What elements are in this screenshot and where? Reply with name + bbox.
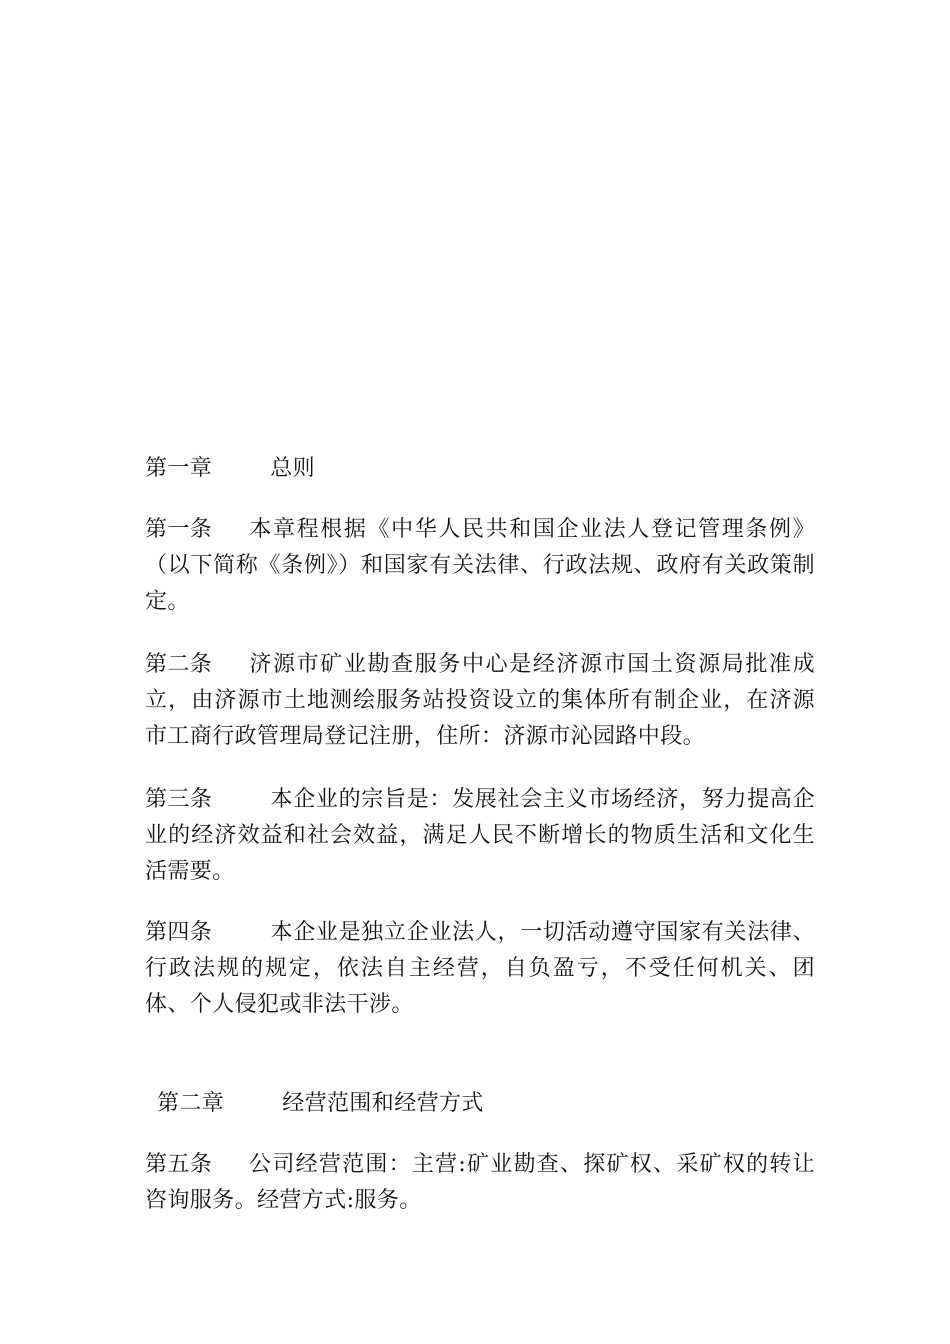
article-text: 公司经营范围：主营:矿业勘查、探矿权、采矿权的转让咨询服务。经营方式:服务。 — [145, 1152, 815, 1213]
chapter-heading — [157, 1087, 827, 1121]
article-text: 济源市矿业勘查服务中心是经济源市国土资源局批准成立，由济源市土地测绘服务站投资设立的集体所有制企业，在济源市工商行政管理局登记注册，住所：济源市沁园路中段。 — [145, 652, 815, 749]
chapter-title: 经营范围和经营方式 — [282, 1091, 484, 1116]
chapter-title: 总则 — [270, 456, 316, 481]
article-text: 本企业是独立企业法人，一切活动遵守国家有关法律、行政法规的规定，依法自主经营，自负盈亏，不受任何机关、团体、个人侵犯或非法干涉。 — [145, 920, 815, 1017]
article-paragraph — [145, 782, 815, 890]
chapter-label: 第一章 — [145, 456, 213, 481]
article-label: 第一条 — [145, 517, 213, 542]
article-paragraph — [145, 915, 815, 1023]
article-paragraph — [145, 647, 815, 755]
article-paragraph — [145, 512, 815, 620]
article-paragraph — [145, 1147, 815, 1219]
article-label: 第三条 — [145, 787, 213, 812]
chapter-heading — [145, 452, 815, 486]
article-text: 本章程根据《中华人民共和国企业法人登记管理条例》（以下简称《条例》）和国家有关法律、行政法规、政府有关政策制定。 — [145, 517, 815, 614]
chapter-label: 第二章 — [157, 1091, 225, 1116]
article-text: 本企业的宗旨是：发展社会主义市场经济，努力提高企业的经济效益和社会效益，满足人民不断增长的物质生活和文化生活需要。 — [145, 787, 815, 884]
article-label: 第四条 — [145, 920, 213, 945]
article-label: 第五条 — [145, 1152, 213, 1177]
article-label: 第二条 — [145, 652, 213, 677]
